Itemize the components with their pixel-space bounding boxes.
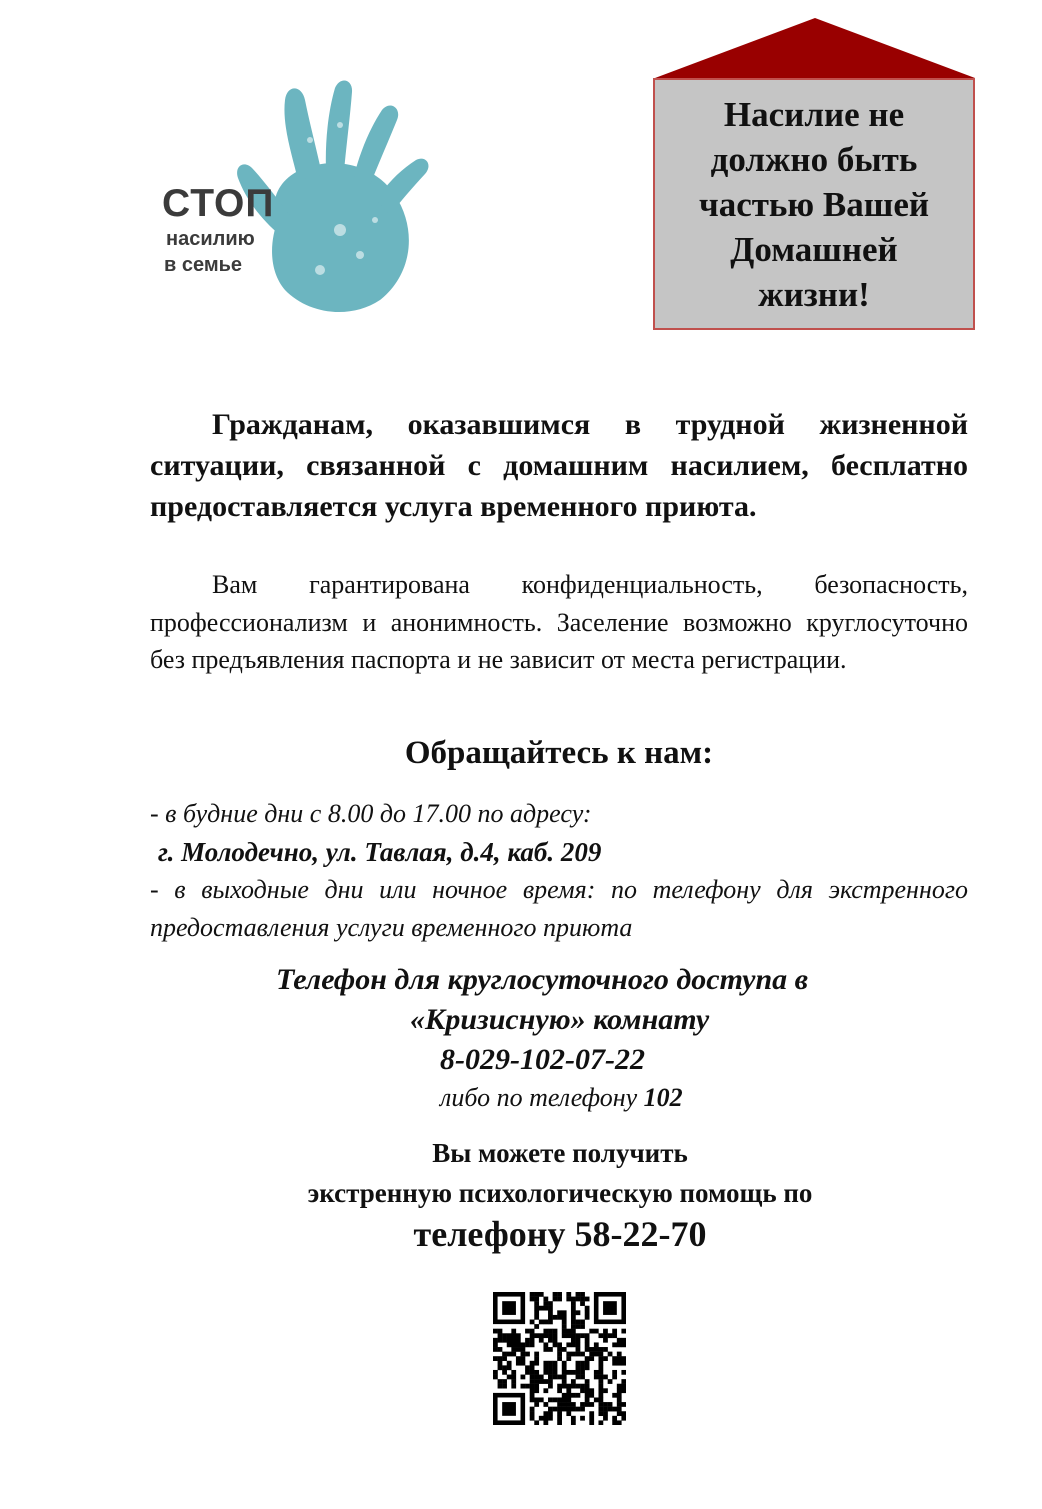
phone-line2: «Кризисную» комнату bbox=[410, 1003, 710, 1036]
contact-heading: Обращайтесь к нам: bbox=[404, 735, 714, 771]
shelter-paragraph: Гражданам, оказавшимся в трудной жизненной ситуации, связанной с домашним насилием, бесплатно предоставляется услуга временного приюта. bbox=[150, 408, 968, 523]
stop-violence-logo bbox=[150, 70, 450, 320]
qr-code-icon bbox=[493, 1292, 626, 1425]
crisis-phone-number: 8-029-102-07-22 bbox=[440, 1043, 645, 1076]
logo-family-text: в семье bbox=[164, 254, 243, 276]
guarantee-paragraph: Вам гарантирована конфиденциальность, безопасность, профессионализм и анонимность. Заселение возможно круглосуточно без предъявления паспорта и не зависит от места регистрации. bbox=[150, 570, 968, 674]
alt-phone bbox=[440, 1083, 1042, 1113]
weekend-info: - в выходные дни или ночное время: по телефону для экстренного предоставления услуги временного приюта bbox=[150, 875, 968, 942]
alt-phone-prefix: либо по телефону bbox=[440, 1083, 638, 1112]
address: г. Молодечно, ул. Тавлая, д.4, каб. 209 bbox=[158, 837, 602, 867]
house-box bbox=[653, 78, 975, 330]
house-callout bbox=[650, 16, 980, 334]
house-slogan: Насилие не должно быть частью Вашей Домашней жизни! bbox=[698, 94, 930, 314]
house-roof-icon bbox=[650, 16, 980, 86]
alt-phone-number: 102 bbox=[643, 1083, 683, 1112]
qr-code[interactable] bbox=[493, 1292, 626, 1425]
help-line1: Вы можете получить bbox=[432, 1138, 688, 1168]
logo-stop-text: СТОП bbox=[162, 182, 275, 225]
logo-violence-text: насилию bbox=[166, 228, 255, 250]
phone-line1: Телефон для круглосуточного доступа в bbox=[276, 963, 809, 996]
help-phone: телефону 58-22-70 bbox=[413, 1214, 707, 1254]
help-line2: экстренную психологическую помощь по bbox=[307, 1178, 813, 1208]
weekday-hours: - в будние дни с 8.00 до 17.00 по адресу: bbox=[150, 799, 592, 828]
